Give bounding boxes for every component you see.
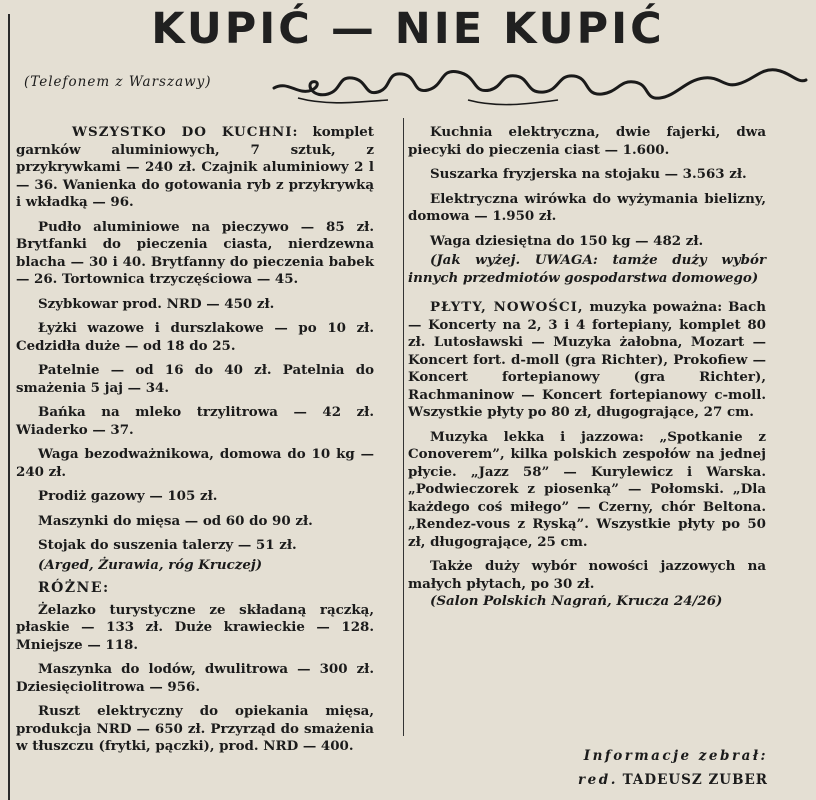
paragraph: Waga dziesiętna do 150 kg — 482 zł. [430,232,704,249]
paragraph: Bańka na mleko trzylitrowa — 42 zł. Wiaderko — 37. [16,404,374,438]
store-note: (Arged, Żurawia, róg Kruczej) [38,556,263,573]
paragraph: Muzyka lekka i jazzowa: „Spotkanie z Conoverem”, kilka polskich zespołów na jednej płycie. „Jazz 58” — Kurylewicz i Warska. „Podwieczorek z piosenką” — Połomski. „Dla każdego coś miłego” — Czerny, chór Beltona. „Rendez-vous z Ryską”. Wszystkie płyty po 50 zł, długogrające, 25 cm. [408,428,766,550]
right-column [408,124,766,618]
paragraph: Ruszt elektryczny do opiekania mięsa, produkcja NRD — 650 zł. Przyrząd do smażenia w tłuszczu (frytki, pączki), prod. NRD — 400. [16,703,374,754]
byline [578,744,768,792]
paragraph: Maszynka do lodów, dwulitrowa — 300 zł. Dziesięciolitrowa — 956. [16,661,374,695]
paragraph: Maszynki do mięsa — od 60 do 90 zł. [38,512,313,529]
paragraph: Pudło aluminiowe na pieczywo — 85 zł. Brytfanki do pieczenia ciasta, nierdzewna blacha — 30 i 40. Brytfanny do pieczenia babek — 26. Tortownica trzyczęściowa — 45. [16,218,374,287]
paragraph: Waga bezodważnikowa, domowa do 10 kg — 240 zł. [16,446,374,480]
left-column [16,124,374,763]
paragraph: Także duży wybór nowości jazzowych na małych płytach, po 30 zł. [408,558,766,592]
kitchen-items-paragraph: WSZYSTKO DO KUCHNI: komplet garnków aluminiowych, 7 sztuk, z przykrywkami — 240 zł. Czajnik aluminiowy 2 l — 36. Wanienka do gotowania ryb z przykrywką i wkładką — 96. [16,124,374,210]
byline-author: red. TADEUSZ ZUBER [578,772,768,788]
dateline: (Telefonem z Warszawy) [24,74,212,90]
records-paragraph: PŁYTY, NOWOŚCI, muzyka poważna: Bach — Koncerty na 2, 3 i 4 fortepiany, komplet 80 zł. Lutosławski — Muzyka żałobna, Mozart — Koncert fort. d-moll (gra Richter), Prokofiew — Koncert fortepianowy (gra Richter), Rachmaninow — Koncert fortepianowy c-moll. Wszystkie płyty po 80 zł, długogrające, 27 cm. [408,299,766,420]
handwritten-signature [268,50,812,120]
paragraph: Kuchnia elektryczna, dwie fajerki, dwa piecyki do pieczenia ciast — 1.600. [408,124,766,158]
headline: KUPIĆ — NIE KUPIĆ [151,4,665,54]
paragraph: Elektryczna wirówka do wyżymania bielizny, domowa — 1.950 zł. [408,190,766,224]
left-border-rule [8,14,10,800]
paragraph: Szybkowar prod. NRD — 450 zł. [38,295,275,312]
paragraph: Łyżki wazowe i durszlakowe — po 10 zł. Cedzidła duże — od 18 do 25. [16,320,374,354]
section-lead-kitchen: WSZYSTKO DO KUCHNI: [71,124,299,140]
paragraph: Patelnie — od 16 do 40 zł. Patelnia do smażenia 5 jaj — 34. [16,362,374,396]
paragraph: Prodiż gazowy — 105 zł. [38,488,218,504]
section-heading-misc: RÓŻNE: [38,580,110,596]
section-lead-records: PŁYTY, NOWOŚCI, [430,299,584,315]
byline-label: Informacje zebrał: [583,748,768,764]
store-note: (Jak wyżej. UWAGA: tamże duży wybór innych przedmiotów gospodarstwa domowego) [408,252,766,286]
store-note: (Salon Polskich Nagrań, Krucza 24/26) [430,593,723,609]
paragraph: Stojak do suszenia talerzy — 51 zł. [38,537,297,553]
paragraph: Żelazko turystyczne ze składaną rączką, płaskie — 133 zł. Duże krawieckie — 128. Mniejsze — 118. [16,601,374,653]
column-divider [403,118,404,736]
paragraph: Suszarka fryzjerska na stojaku — 3.563 zł. [430,166,747,182]
